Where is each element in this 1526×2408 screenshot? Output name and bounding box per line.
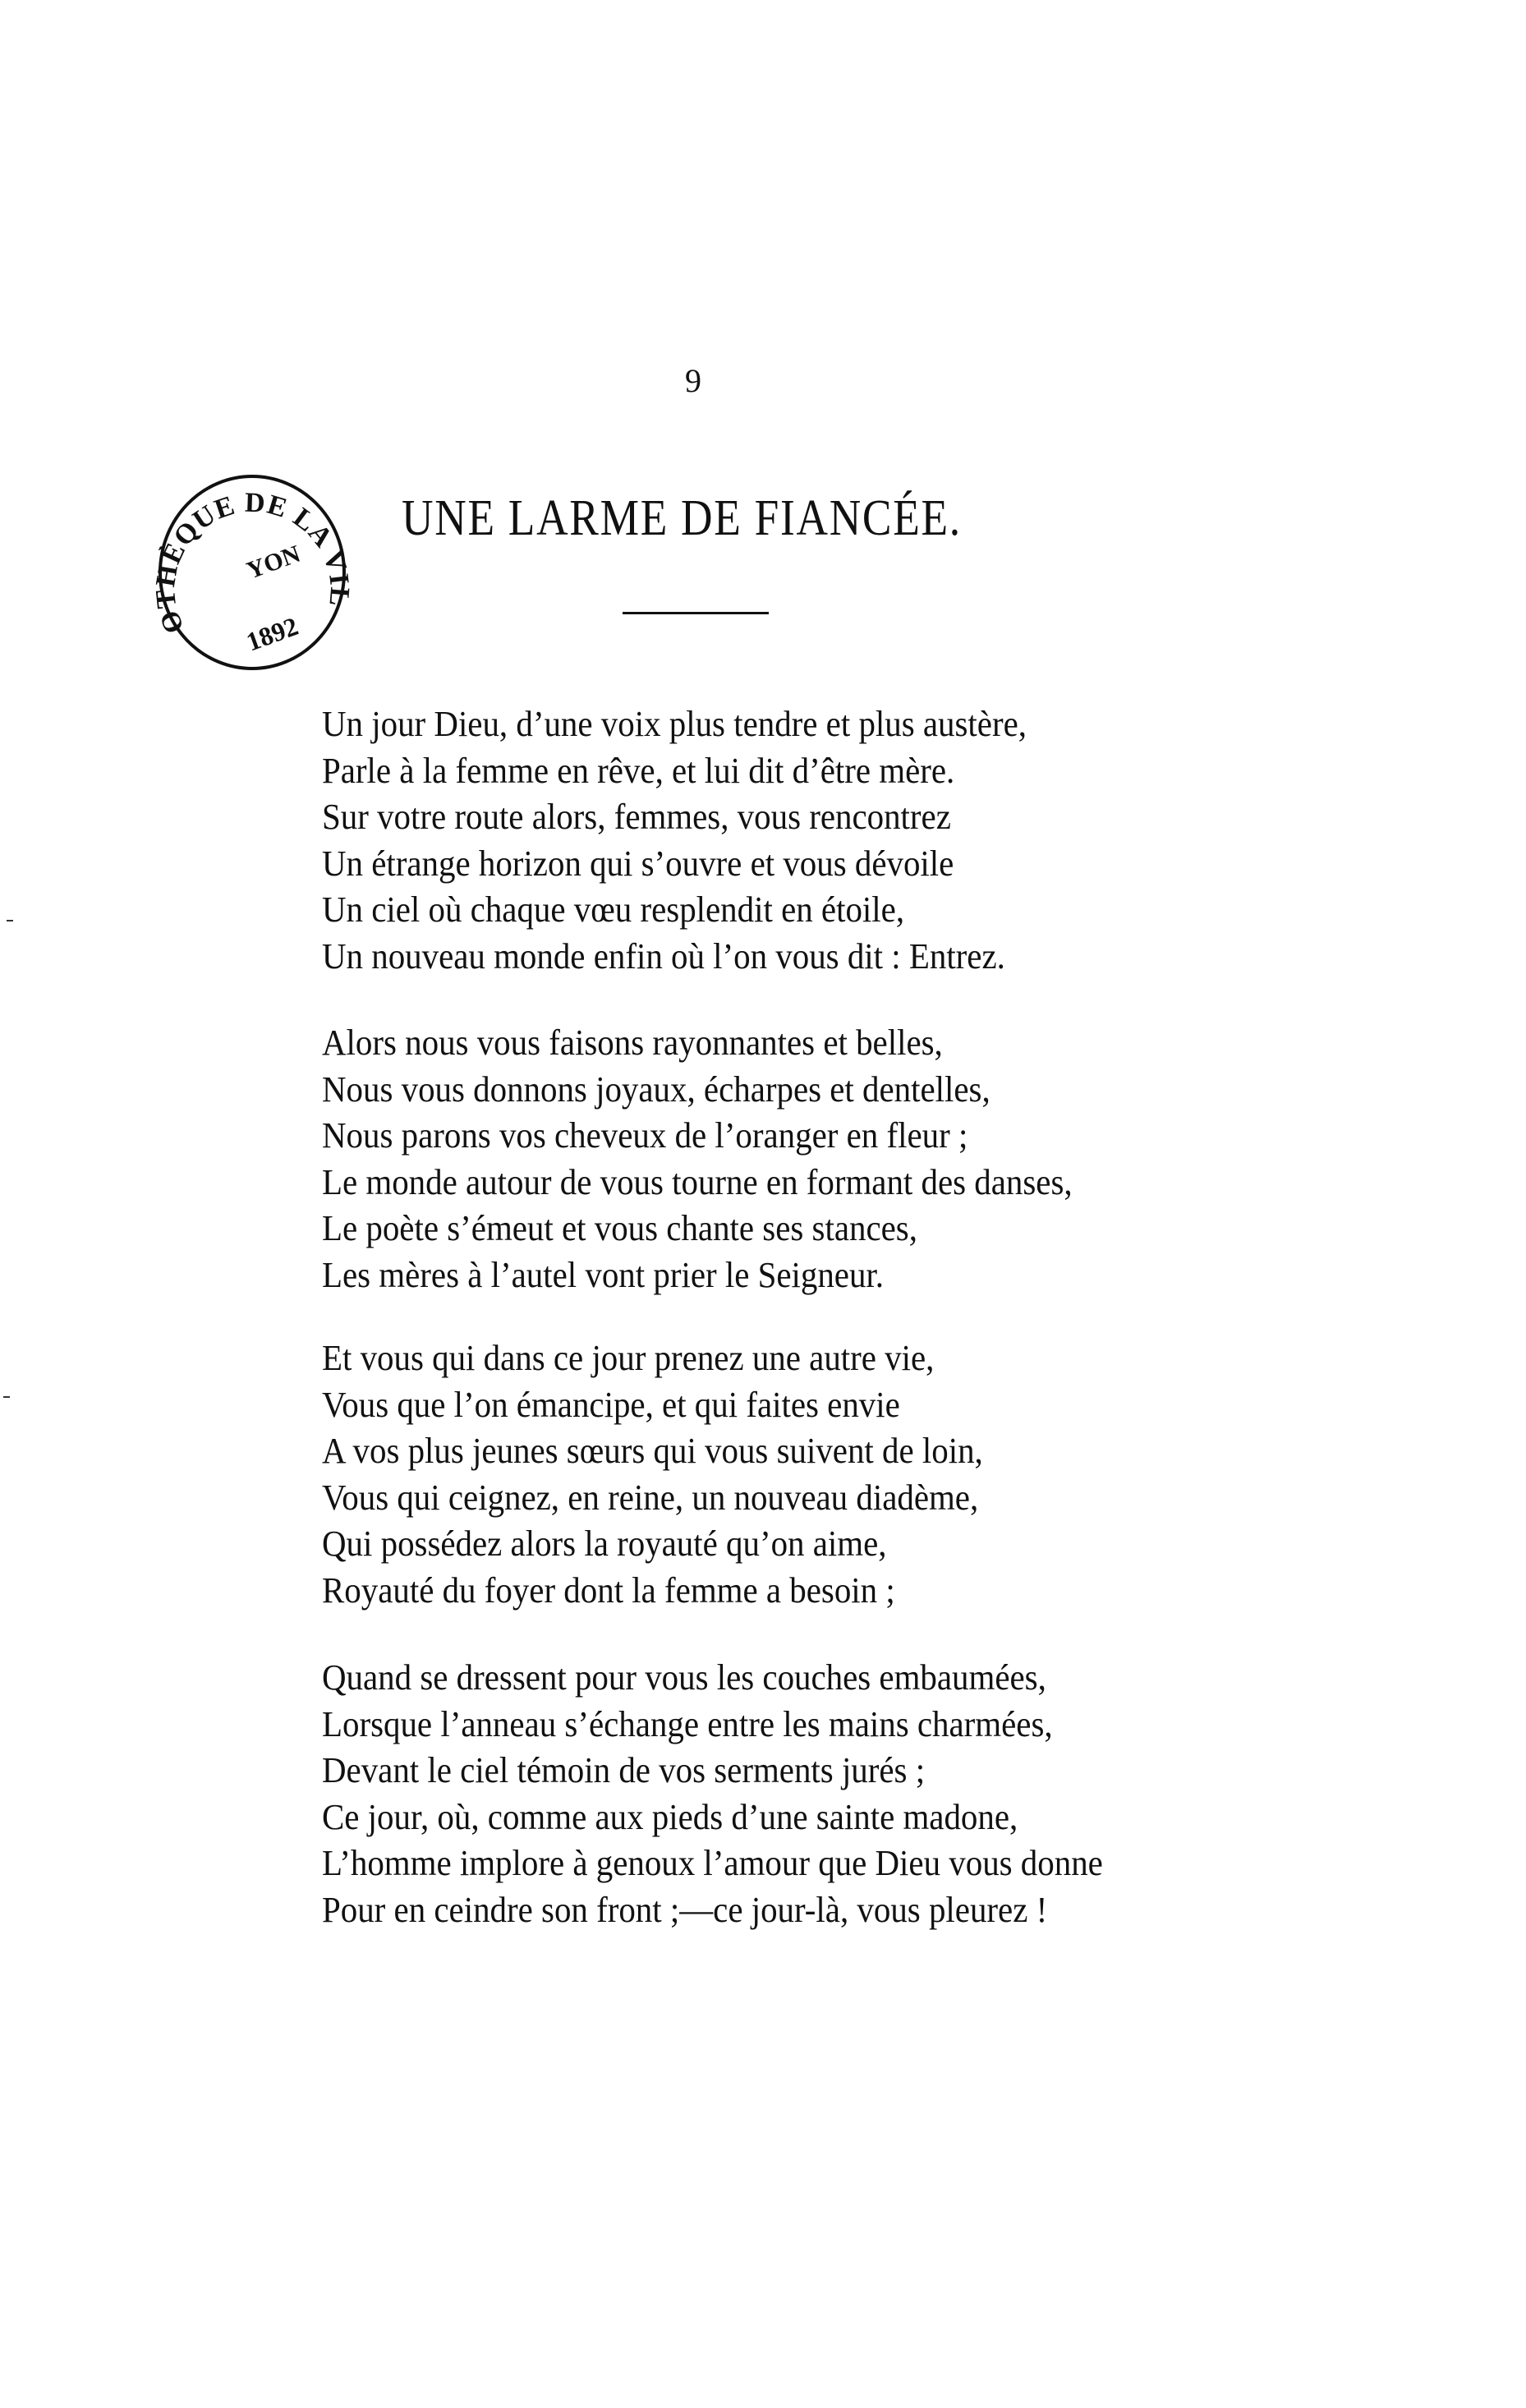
verse-line: Pour en ceindre son front ;—ce jour-là, vous pleurez ! [322,1889,1048,1930]
stanza-2 [322,1020,1073,1298]
stanza-1 [322,701,1027,980]
poem-title: UNE LARME DE FIANCÉE. [402,490,962,546]
verse-line: Nous parons vos cheveux de l’oranger en fleur ; [322,1115,968,1156]
verse-line: Quand se dressent pour vous les couches embaumées, [322,1657,1046,1698]
verse-line: L’homme implore à genoux l’amour que Dieu vous donne [322,1843,1103,1883]
stamp-ring-text: OTHÈQUE DE LA VIL [152,487,356,638]
verse-line: Qui possédez alors la royauté qu’on aime, [322,1523,887,1564]
verse-line: Nous vous donnons joyaux, écharpes et dentelles, [322,1068,991,1110]
verse-line: Le monde autour de vous tourne en formant des danses, [322,1161,1073,1202]
verse-line: Les mères à l’autel vont prier le Seigneur. [322,1254,885,1295]
margin-mark [3,1396,10,1398]
stamp-year: 1892 [242,610,302,657]
verse-line: Vous qui ceignez, en reine, un nouveau diadème, [322,1477,979,1518]
verse-line: Parle à la femme en rêve, et lui dit d’être mère. [322,750,955,791]
verse-line: Lorsque l’anneau s’échange entre les mains charmées, [322,1703,1053,1744]
verse-line: A vos plus jeunes sœurs qui vous suivent de loin, [322,1431,983,1471]
stamp-center-text: YON [243,540,305,585]
verse-line: Vous que l’on émancipe, et qui faites envie [322,1384,900,1425]
stanza-3 [322,1335,983,1614]
verse-line: Un étrange horizon qui s’ouvre et vous dévoile [322,843,954,884]
library-stamp [152,472,357,678]
verse-line: Ce jour, où, comme aux pieds d’une sainte madone, [322,1796,1018,1837]
title-divider [623,612,769,614]
verse-line: Le poète s’émeut et vous chante ses stances, [322,1208,917,1248]
verse-line: Et vous qui dans ce jour prenez une autre vie, [322,1338,935,1378]
page-number: 9 [685,362,701,399]
stanza-4 [322,1655,1103,1933]
verse-line: Un ciel où chaque vœu resplendit en étoile, [322,889,905,930]
verse-line: Un jour Dieu, d’une voix plus tendre et plus austère, [322,704,1027,744]
verse-line: Un nouveau monde enfin où l’on vous dit : Entrez. [322,935,1005,977]
margin-mark [7,920,13,921]
verse-line: Sur votre route alors, femmes, vous rencontrez [322,797,951,837]
verse-line: Royauté du foyer dont la femme a besoin ; [322,1569,895,1611]
verse-line: Alors nous vous faisons rayonnantes et belles, [322,1022,943,1063]
verse-line: Devant le ciel témoin de vos serments jurés ; [322,1750,926,1790]
